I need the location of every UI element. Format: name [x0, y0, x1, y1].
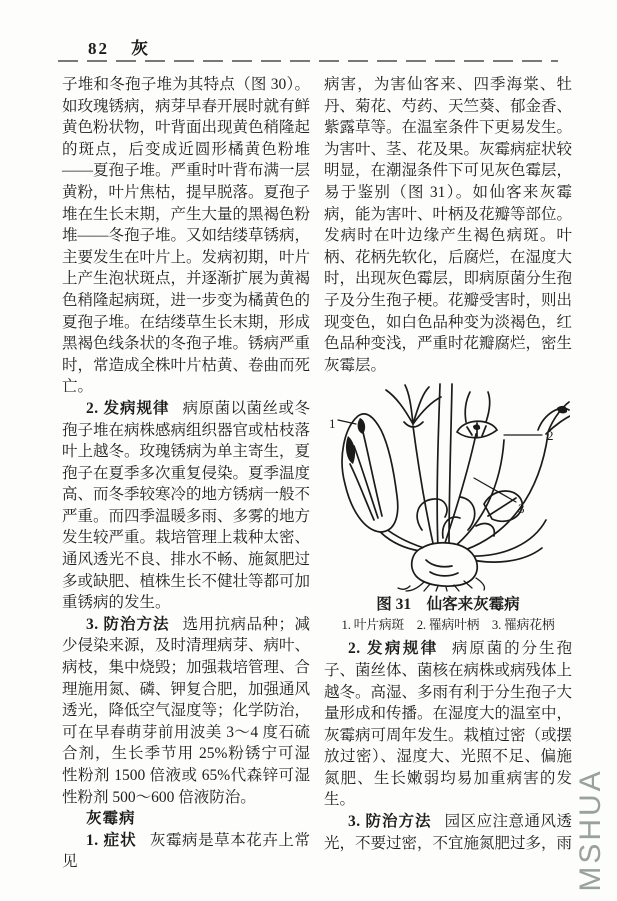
- section-body: 园区应注意通风透光，不要过密，不宜施氮肥过多，雨: [324, 813, 573, 852]
- text-columns: [62, 74, 572, 873]
- plant-illustration: [326, 380, 570, 592]
- subhead-gray-mold: 灰霉病: [86, 810, 136, 828]
- watermark-text: MSHUA: [574, 768, 607, 892]
- paragraph-rust-regularity: [62, 398, 310, 614]
- section-body: 灰霉病是草本花卉上常见: [62, 831, 310, 871]
- left-column: [62, 74, 310, 873]
- page-header: [88, 34, 150, 59]
- figure-caption: 图 31 仙客来灰霉病: [376, 596, 520, 614]
- paragraph-rust-symptoms: 子堆和冬孢子堆为其特点（图 30）。如玫瑰锈病，病芽早春开展时就有鲜黄色粉状物，叶背面出现黄色稍隆起的斑点，后变成近圆形橘黄色粉堆——夏孢子堆。严重时叶背布满一层黄粉，叶片焦枯，提早脱落。夏孢子堆在生长末期，产生大量的黑褐色粉堆——冬孢子堆。又如结缕草锈病，主要发生在叶片上。发病初期，叶片上产生泡状斑点，并逐渐扩展为黄褐色稍隆起病斑，进一步变为橘黄色的夏孢子堆。在结缕草生长末期，形成黑褐色线条状的冬孢子堆。锈病严重时，常造成全株叶片枯黄、卷曲而死亡。: [62, 76, 311, 396]
- section-lead: 1. 症状: [86, 831, 137, 849]
- section-lead: 3. 防治方法: [348, 813, 432, 831]
- paragraph-graymold-symptoms: 病害，为害仙客来、四季海棠、牡丹、菊花、芍药、天竺葵、郁金香、紫露草等。在温室条件下更易发生。为害叶、茎、花及果。灰霉病症状较明显，在潮湿条件下可见灰色霉层，易于鉴别（图 31）。如仙客来灰霉病，能为害叶、叶柄及花瓣等部位。发病时在叶边缘产生褐色病斑。叶柄、花柄先软化，后腐烂，在湿度大时，出现灰色霉层，即病原菌分生孢子及分生孢子梗。花瓣受害时，则出现变色，如白色品种变为淡褐色，红色品种变浅，严重时花瓣腐烂，密生灰霉层。: [324, 76, 573, 374]
- right-column: [324, 74, 572, 873]
- section-lead: 2. 发病规律: [86, 399, 170, 417]
- figure-31: [324, 380, 572, 634]
- page-number: 82: [88, 39, 109, 58]
- section-body: 病原菌以菌丝或冬孢子堆在病株感病组织器官或枯枝落叶上越冬。玫瑰锈病为单主寄生，夏孢子在夏季多次重复侵染。夏季温度高、而冬季较寒冷的地方锈病一般不严重。而四季温暖多雨、多雾的地方发生较严重。栽培管理上栽种太密、通风透光不良、排水不畅、施氮肥过多或缺肥、植株生长不健壮等都可加重锈病的发生。: [62, 399, 311, 612]
- paragraph-graymold-symptom-start: [62, 830, 310, 873]
- figure-legend: 1. 叶片病斑 2. 罹病叶柄 3. 罹病花柄: [341, 618, 555, 633]
- index-word: 灰: [131, 39, 150, 58]
- paragraph-graymold-regularity: [324, 638, 572, 811]
- figure-label-1: 1: [329, 416, 336, 432]
- section-body: 选用抗病品种；减少侵染来源，及时清理病芽、病叶、病枝，集中烧毁；加强栽培管理、合理施用氮、磷、钾复合肥，加强通风透光，降低空气湿度等；化学防治，可在早春萌芽前用波美 3～4 度石硫合剂，生长季节用 25%粉锈宁可湿性粉剂 1500 倍液或 65%代森锌可湿性粉剂 500～600 倍液防治。: [62, 615, 311, 806]
- paragraph-graymold-control: [324, 811, 572, 854]
- section-body: 病原菌的分生孢子、菌丝体、菌核在病株或病残体上越冬。高湿、多雨有利于分生孢子大量形成和传播。在湿度大的温室中，灰霉病可周年发生。栽植过密（或摆放过密）、湿度大、光照不足、偏施氮肥、生长嫩弱均易加重病害的发生。: [324, 640, 573, 809]
- figure-label-2: 2: [547, 428, 554, 444]
- paragraph-rust-control: [62, 614, 310, 808]
- section-lead: 2. 发病规律: [348, 640, 439, 658]
- header-divider: [58, 60, 558, 62]
- figure-label-3: 3: [518, 501, 525, 517]
- section-lead: 3. 防治方法: [86, 615, 170, 633]
